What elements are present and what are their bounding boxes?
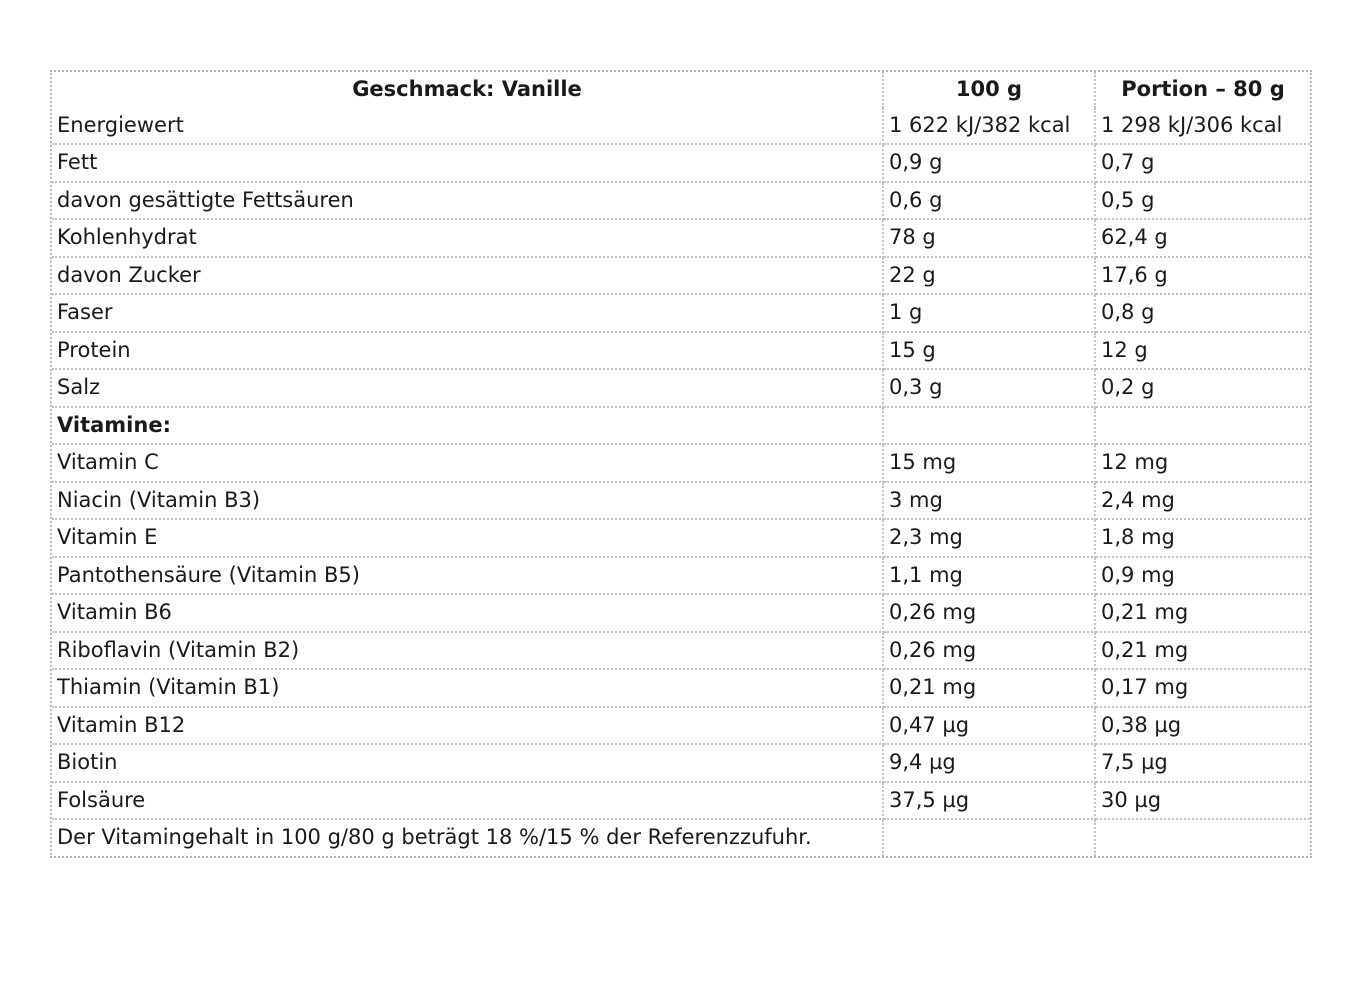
portion-value: 0,21 mg	[1096, 633, 1310, 671]
per-100g-value: 0,3 g	[884, 370, 1096, 408]
per-100g-value: 0,9 g	[884, 145, 1096, 183]
table-row	[52, 483, 1310, 521]
table-row	[52, 370, 1310, 408]
vitamin-name: Pantothensäure (Vitamin B5)	[52, 558, 884, 596]
vitamin-name: Niacin (Vitamin B3)	[52, 483, 884, 521]
per-100g-value: 0,6 g	[884, 183, 1096, 221]
table-row	[52, 670, 1310, 708]
table-row	[52, 783, 1310, 821]
table-row	[52, 745, 1310, 783]
table-row	[52, 108, 1310, 146]
portion-value: 12 g	[1096, 333, 1310, 371]
vitamin-name: Vitamin C	[52, 445, 884, 483]
portion-value: 17,6 g	[1096, 258, 1310, 296]
nutrient-name: Kohlenhydrat	[52, 220, 884, 258]
table-row	[52, 145, 1310, 183]
vitamins-heading: Vitamine:	[52, 408, 884, 446]
nutrition-facts	[50, 70, 1308, 858]
portion-value: 0,9 mg	[1096, 558, 1310, 596]
nutrient-name: Salz	[52, 370, 884, 408]
per-100g-value: 1 g	[884, 295, 1096, 333]
per-100g-value: 1 622 kJ/382 kcal	[884, 108, 1096, 146]
nutrient-name: Fett	[52, 145, 884, 183]
per-100g-header: 100 g	[884, 72, 1096, 108]
nutrient-name: Protein	[52, 333, 884, 371]
table-row	[52, 220, 1310, 258]
vitamin-name: Vitamin B6	[52, 595, 884, 633]
per-100g-value: 9,4 µg	[884, 745, 1096, 783]
per-100g-value: 78 g	[884, 220, 1096, 258]
table-row	[52, 295, 1310, 333]
per-100g-value: 0,47 µg	[884, 708, 1096, 746]
portion-value: 0,21 mg	[1096, 595, 1310, 633]
vitamins-heading-row	[52, 408, 1310, 446]
portion-value: 1,8 mg	[1096, 520, 1310, 558]
per-100g-value: 3 mg	[884, 483, 1096, 521]
nutrient-name: Energiewert	[52, 108, 884, 146]
portion-value: 0,5 g	[1096, 183, 1310, 221]
footnote: Der Vitamingehalt in 100 g/80 g beträgt 18 %/15 % der Referenzzufuhr.	[52, 820, 884, 856]
portion-value: 12 mg	[1096, 445, 1310, 483]
vitamin-name: Biotin	[52, 745, 884, 783]
portion-value: 0,8 g	[1096, 295, 1310, 333]
portion-value: 0,7 g	[1096, 145, 1310, 183]
table-row	[52, 633, 1310, 671]
per-100g-value: 15 g	[884, 333, 1096, 371]
table-row	[52, 258, 1310, 296]
table-row	[52, 595, 1310, 633]
portion-value: 0,17 mg	[1096, 670, 1310, 708]
nutrient-name: davon gesättigte Fettsäuren	[52, 183, 884, 221]
per-100g-value: 0,26 mg	[884, 633, 1096, 671]
header-row	[52, 72, 1310, 108]
empty-cell	[884, 408, 1096, 446]
per-100g-value: 0,26 mg	[884, 595, 1096, 633]
portion-header: Portion – 80 g	[1121, 77, 1285, 102]
nutrient-name: Faser	[52, 295, 884, 333]
portion-value: 30 µg	[1096, 783, 1310, 821]
per-100g-value: 37,5 µg	[884, 783, 1096, 821]
per-100g-value: 2,3 mg	[884, 520, 1096, 558]
empty-cell	[1096, 408, 1310, 446]
portion-value: 2,4 mg	[1096, 483, 1310, 521]
per-100g-value: 22 g	[884, 258, 1096, 296]
portion-value: 0,38 µg	[1096, 708, 1310, 746]
per-100g-value: 0,21 mg	[884, 670, 1096, 708]
empty-cell	[1096, 820, 1310, 856]
vitamin-name: Riboflavin (Vitamin B2)	[52, 633, 884, 671]
portion-value: 62,4 g	[1096, 220, 1310, 258]
table-row	[52, 520, 1310, 558]
per-100g-value: 1,1 mg	[884, 558, 1096, 596]
vitamin-name: Folsäure	[52, 783, 884, 821]
table-row	[52, 558, 1310, 596]
nutrition-table	[50, 70, 1312, 858]
footnote-row	[52, 820, 1310, 856]
per-100g-value: 15 mg	[884, 445, 1096, 483]
flavor-header: Geschmack: Vanille	[52, 72, 884, 108]
portion-value: 7,5 µg	[1096, 745, 1310, 783]
table-row	[52, 708, 1310, 746]
nutrient-name: davon Zucker	[52, 258, 884, 296]
table-row	[52, 333, 1310, 371]
vitamin-name: Vitamin B12	[52, 708, 884, 746]
vitamin-name: Thiamin (Vitamin B1)	[52, 670, 884, 708]
portion-value: 0,2 g	[1096, 370, 1310, 408]
vitamin-name: Vitamin E	[52, 520, 884, 558]
table-row	[52, 183, 1310, 221]
empty-cell	[884, 820, 1096, 856]
table-row	[52, 445, 1310, 483]
portion-value: 1 298 kJ/306 kcal	[1096, 108, 1310, 146]
